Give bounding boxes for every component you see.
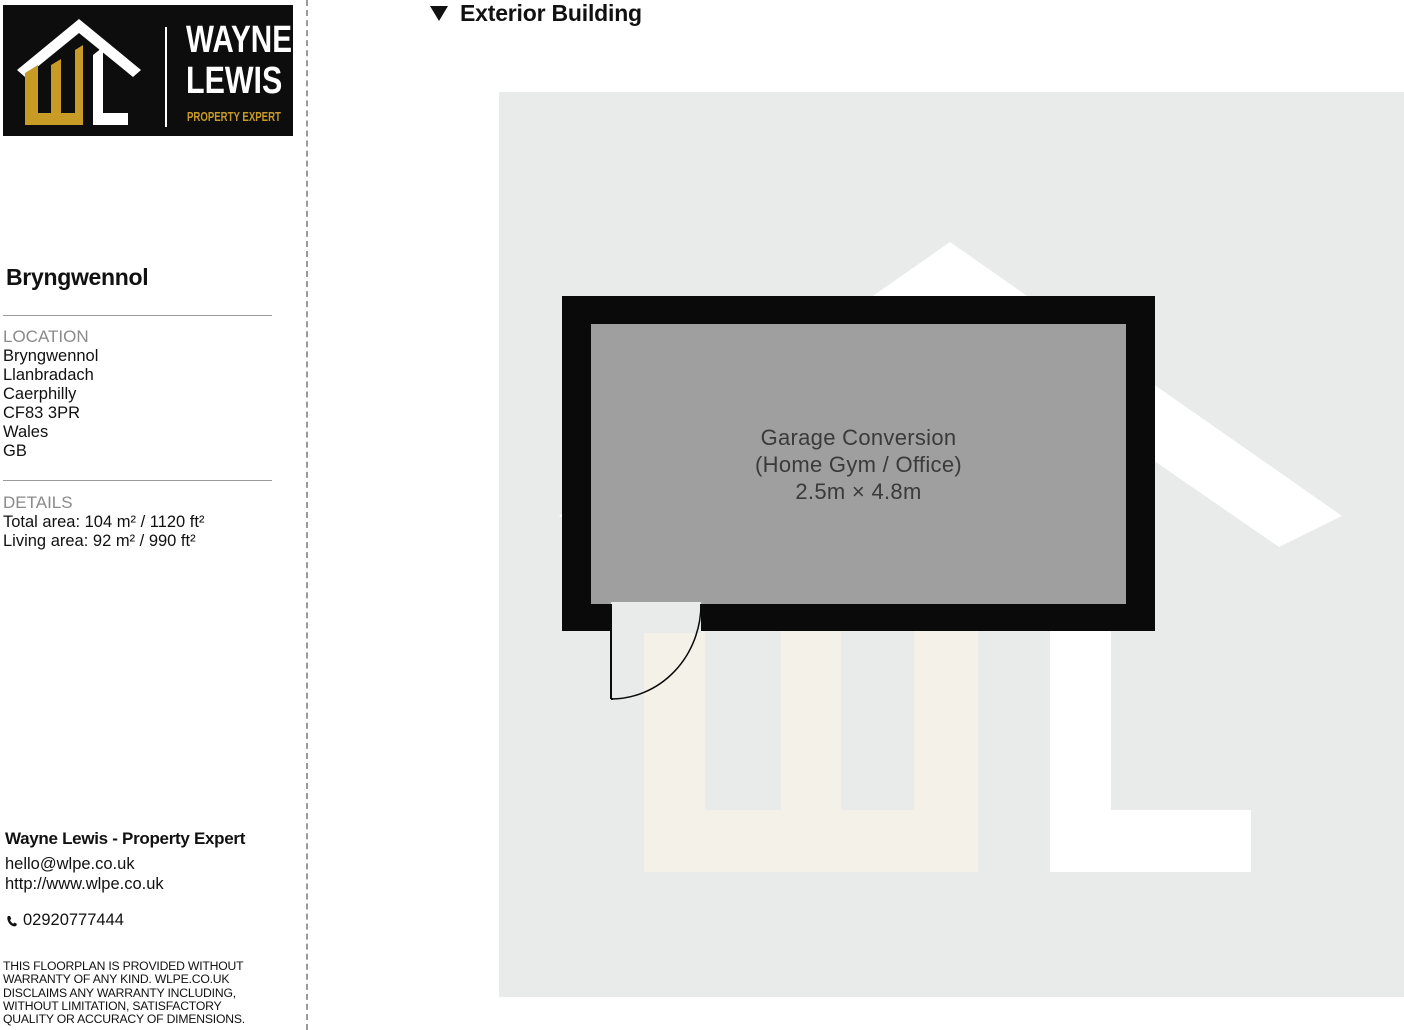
section-divider <box>3 315 272 316</box>
disclaimer-line: WARRANTY OF ANY KIND. WLPE.CO.UK <box>3 972 230 987</box>
location-line: CF83 3PR <box>3 404 81 422</box>
location-line: Bryngwennol <box>3 347 99 365</box>
living-area: Living area: 92 m² / 990 ft² <box>3 532 196 550</box>
logo-line2: LEWIS <box>186 60 283 102</box>
sidebar-divider <box>306 0 308 1030</box>
logo-mark <box>3 5 163 136</box>
company-logo <box>3 5 293 136</box>
phone-icon <box>5 914 19 928</box>
sidebar <box>0 0 306 1030</box>
disclaimer-line: WITHOUT LIMITATION, SATISFACTORY <box>3 998 222 1013</box>
section-title-text: Exterior Building <box>460 0 642 26</box>
room-label <box>562 424 1155 505</box>
section-title[interactable] <box>430 0 642 27</box>
location-line: Wales <box>3 423 49 441</box>
door-opening <box>611 602 701 633</box>
website-link[interactable]: http://www.wlpe.co.uk <box>5 874 164 893</box>
disclaimer-line: DISCLAIMS ANY WARRANTY INCLUDING, <box>3 985 236 1000</box>
details-lines <box>3 513 204 551</box>
total-area: Total area: 104 m² / 1120 ft² <box>3 513 205 531</box>
contact-block <box>5 855 164 894</box>
section-divider <box>3 480 272 481</box>
disclaimer-line: QUALITY OR ACCURACY OF DIMENSIONS. <box>3 1012 245 1027</box>
phone-number[interactable] <box>5 911 124 930</box>
room-name-line2: (Home Gym / Office) <box>755 452 962 477</box>
location-line: Caerphilly <box>3 385 77 403</box>
location-line: Llanbradach <box>3 366 94 384</box>
location-heading: LOCATION <box>3 327 89 346</box>
location-line: GB <box>3 442 27 460</box>
floorplan-canvas <box>499 92 1404 997</box>
phone-text: 02920777444 <box>23 911 124 929</box>
company-name: Wayne Lewis - Property Expert <box>5 829 246 848</box>
property-name: Bryngwennol <box>6 264 149 290</box>
email-link[interactable]: hello@wlpe.co.uk <box>5 855 135 873</box>
collapse-triangle-icon[interactable] <box>430 6 448 21</box>
details-heading: DETAILS <box>3 493 73 512</box>
logo-divider <box>165 27 167 127</box>
room-name-line1: Garage Conversion <box>760 425 957 450</box>
logo-tagline: PROPERTY EXPERT <box>187 109 281 124</box>
disclaimer <box>3 960 303 1026</box>
disclaimer-line: THIS FLOORPLAN IS PROVIDED WITHOUT <box>3 959 244 973</box>
room-dimensions: 2.5m × 4.8m <box>795 479 922 504</box>
location-lines <box>3 347 98 461</box>
logo-line1: WAYNE <box>186 19 292 61</box>
